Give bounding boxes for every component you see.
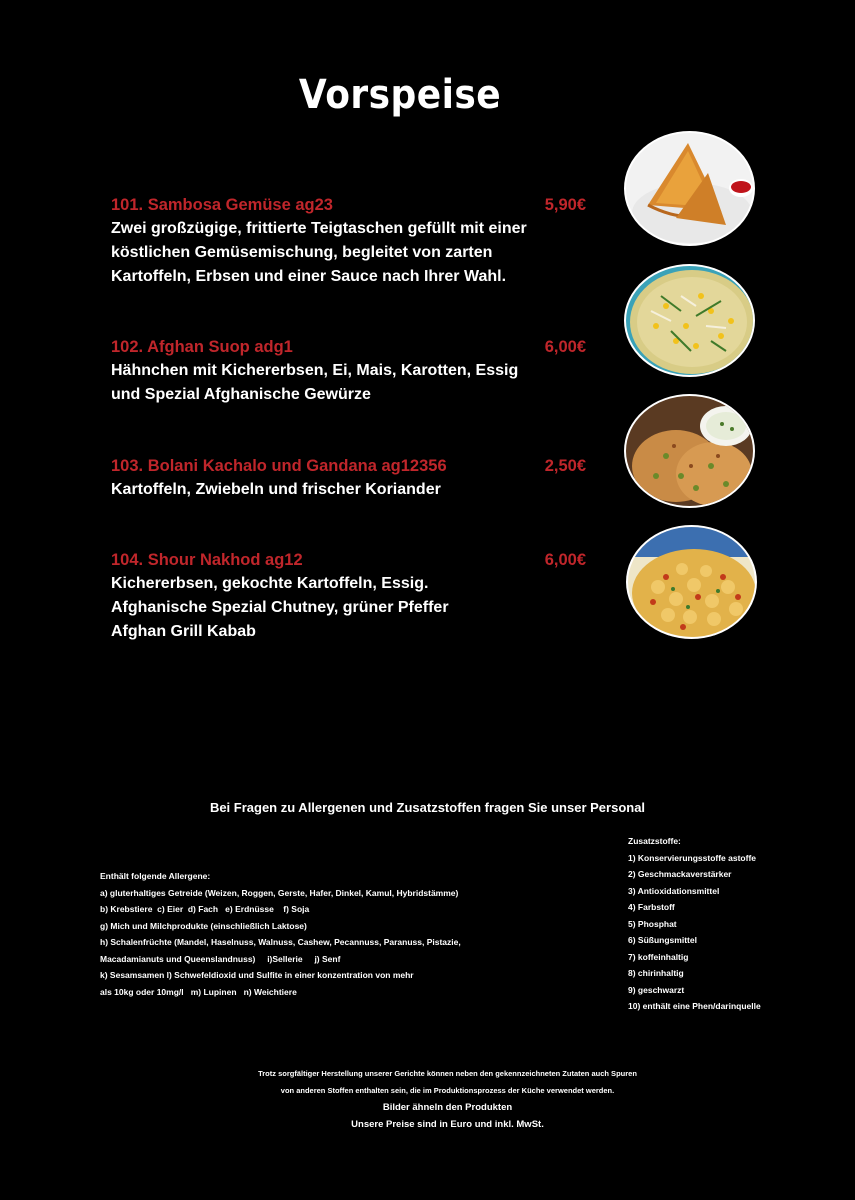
footer-line: Trotz sorgfältiger Herstellung unserer Gerichte können neben den gekennzeichneten Zutaten auch Spuren (258, 1069, 637, 1078)
footer-line: Bilder ähneln den Produkten (382, 1102, 513, 1113)
item-description (111, 478, 541, 502)
shour-nakhod-image (626, 525, 757, 639)
item-description (111, 217, 541, 289)
bolani-image (624, 394, 755, 508)
item-description (111, 572, 541, 644)
zusatz-line: 8) chirinhaltig (628, 968, 684, 978)
zusatz-line: 2) Geschmackaverstärker (628, 869, 732, 879)
zusatz-heading: Zusatzstoffe: (628, 836, 681, 846)
menu-item (111, 335, 591, 407)
zusatz-line: 10) enthält eine Phen/darinquelle (628, 1001, 761, 1011)
allergen-line: k) Sesamsamen l) Schwefeldioxid und Sulfite in einer konzentration von mehr (100, 970, 414, 980)
desc-line: köstlichen Gemüsemischung, begleitet von zarten (111, 244, 493, 261)
item-name: 103. Bolani Kachalo und Gandana ag12356 (111, 457, 447, 475)
desc-line: Kichererbsen, gekochte Kartoffeln, Essig. (111, 575, 429, 592)
zusatzstoffe-list (628, 833, 848, 1015)
allergy-note: Bei Fragen zu Allergenen und Zusatzstoffen fragen Sie unser Personal (209, 800, 646, 815)
zusatz-line: 5) Phosphat (628, 918, 677, 929)
allergens-list (100, 868, 560, 1000)
page-title: Vorspeise (298, 72, 502, 118)
footer-line: Unsere Preise sind in Euro und inkl. MwSt. (351, 1119, 544, 1130)
item-name: 101. Sambosa Gemüse ag23 (111, 196, 333, 214)
desc-line: Kartoffeln, Zwiebeln und frischer Koriander (111, 481, 441, 498)
soup-image (624, 264, 755, 377)
allergen-line: als 10kg oder 10mg/l m) Lupinen n) Weichtiere (100, 986, 297, 997)
allergen-line: g) Mich und Milchprodukte (einschließlich Laktose) (100, 920, 307, 931)
desc-line: Kartoffeln, Erbsen und einer Sauce nach Ihrer Wahl. (111, 268, 507, 285)
allergen-line: h) Schalenfrüchte (Mandel, Haselnuss, Walnuss, Cashew, Pecannuss, Paranuss, Pistazie, (100, 937, 461, 947)
menu-item (111, 548, 591, 644)
allergens-heading: Enthält folgende Allergene: (100, 871, 211, 881)
zusatz-line: 1) Konservierungsstoffe astoffe (628, 852, 756, 863)
zusatz-line: 6) Süßungsmittel (628, 935, 697, 945)
menu-item (111, 454, 591, 502)
item-name: 104. Shour Nakhod ag12 (111, 551, 303, 569)
item-name: 102. Afghan Suop adg1 (111, 338, 293, 356)
item-price: 2,50€ (544, 457, 586, 475)
desc-line: Zwei großzügige, frittierte Teigtaschen gefüllt mit einer (111, 220, 527, 237)
item-price: 6,00€ (544, 551, 586, 569)
allergen-line: a) gluterhaltiges Getreide (Weizen, Roggen, Gerste, Hafer, Dinkel, Kamul, Hybridstämme) (100, 887, 459, 898)
desc-line: Afghanische Spezial Chutney, grüner Pfeffer (111, 599, 449, 616)
sambosa-image (624, 131, 755, 246)
menu-item (111, 193, 591, 289)
zusatz-line: 4) Farbstoff (628, 902, 675, 912)
zusatz-line: 3) Antioxidationsmittel (628, 885, 720, 896)
desc-line: Hähnchen mit Kichererbsen, Ei, Mais, Karotten, Essig (111, 362, 519, 379)
footer-disclaimer (20, 1065, 855, 1133)
desc-line: und Spezial Afghanische Gewürze (111, 386, 371, 403)
zusatz-line: 9) geschwarzt (628, 984, 685, 995)
item-price: 5,90€ (544, 196, 586, 214)
zusatz-line: 7) koffeinhaltig (628, 951, 689, 962)
item-description (111, 359, 541, 407)
item-price: 6,00€ (544, 338, 586, 356)
footer-line: von anderen Stoffen enthalten sein, die im Produktionsprozess der Küche verwendet werden. (280, 1086, 615, 1095)
allergen-line: b) Krebstiere c) Eier d) Fach e) Erdnüsse f) Soja (100, 904, 310, 914)
desc-line: Afghan Grill Kabab (111, 623, 256, 640)
allergen-line: Macadamianuts und Queenslandnuss) i)Sellerie j) Senf (100, 953, 341, 964)
